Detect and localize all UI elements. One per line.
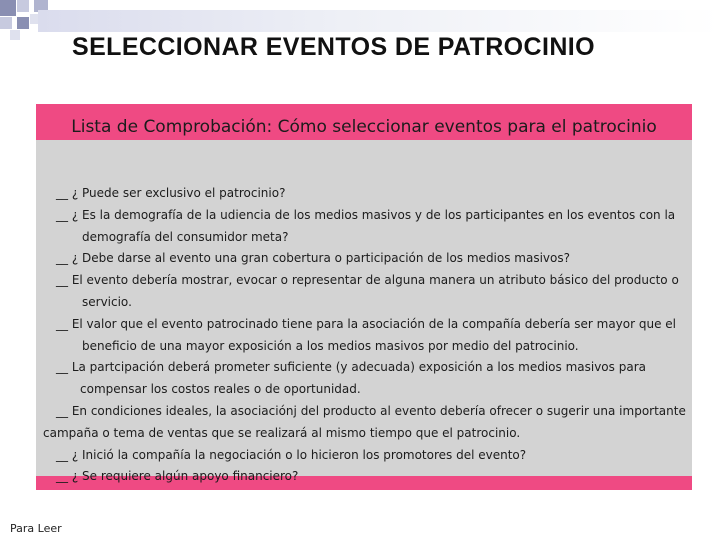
checklist-item: __ ¿ Debe darse al evento una gran cobertura o participación de los medios masivos? (56, 251, 570, 266)
checklist-item: __ La partcipación deberá prometer suficiente (y adecuada) exposición a los medios masivos para compensar los costos reales o de oportunidad. (56, 360, 646, 397)
slide-title: SELECCIONAR EVENTOS DE PATROCINIO (72, 33, 595, 61)
checklist-item: __ En condiciones ideales, la asociaciónj del producto al evento debería ofrecer o sugerir una importante campaña o tema de ventas que se realizará al mismo tiempo que el patrocinio. (43, 403, 686, 440)
header-gradient-bar (38, 10, 720, 32)
checklist-item: __ ¿ Se requiere algún apoyo financiero? (56, 469, 299, 484)
decorative-square (0, 17, 12, 29)
checklist-item: __ ¿ Inició la compañía la negociación o lo hicieron los promotores del evento? (56, 447, 527, 462)
decorative-square (0, 0, 16, 16)
decorative-square (10, 30, 20, 40)
checklist-title: Lista de Comprobación: Cómo seleccionar eventos para el patrocinio (71, 117, 657, 137)
checklist-item: __ El evento debería mostrar, evocar o representar de alguna manera un atributo básico del producto o servicio. (56, 273, 679, 309)
checklist (36, 183, 692, 488)
decorative-square (17, 17, 29, 29)
checklist-item: __ ¿ Es la demografía de la udiencia de los medios masivos y de los participantes en los eventos con la demografía del consumidor meta? (56, 207, 676, 244)
checklist-item: __ ¿ Puede ser exclusivo el patrocinio? (56, 186, 286, 200)
decorative-square (17, 0, 29, 12)
footer-label: Para Leer (10, 522, 62, 535)
checklist-item: __ El valor que el evento patrocinado tiene para la asociación de la compañía debería ser mayor que el beneficio de una mayor exposición a los medios masivos por medio del patrocinio. (56, 316, 676, 353)
